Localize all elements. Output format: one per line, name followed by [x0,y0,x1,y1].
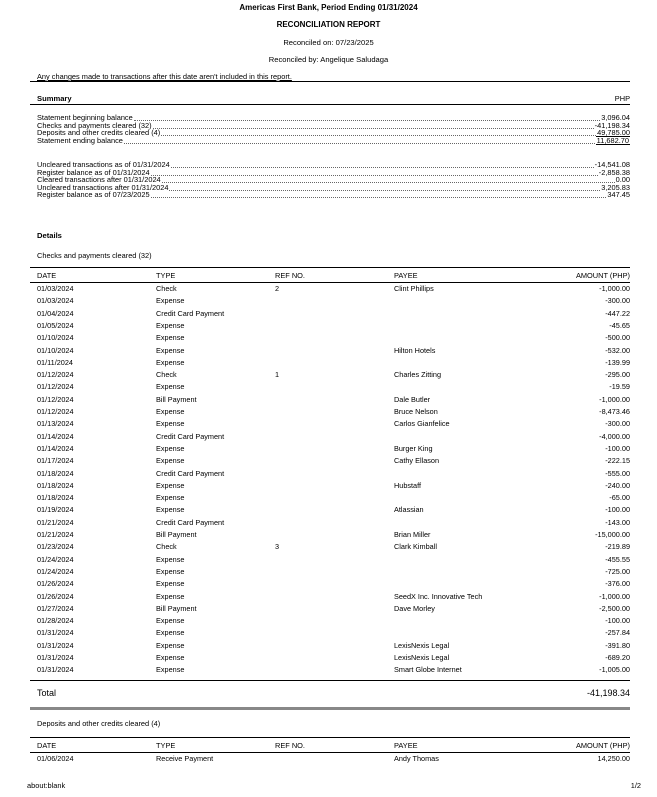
row-amount: -1,005.00 [599,665,630,675]
row-payee: Atlassian [394,505,424,515]
summary-label: Deposits and other credits cleared (4) [37,128,161,137]
row-type: Credit Card Payment [156,308,225,318]
row-type: Expense [156,345,185,355]
reconciled-by: Reconciled by: Angelique Saludaga [268,55,389,64]
row-amount: -100.00 [605,443,630,453]
table-row [30,529,630,541]
row-amount: -1,000.00 [599,284,630,293]
row-payee: Clark Kimball [394,542,437,552]
row-amount: -455.55 [605,554,630,564]
row-date: 01/31/2024 [37,640,74,650]
row-amount: -19.59 [609,382,630,392]
summary-title: Summary [37,94,72,103]
summary-label: Uncleared transactions as of 01/31/2024 [37,160,170,169]
row-date: 01/10/2024 [37,333,74,343]
row-payee: Brian Miller [394,530,431,539]
row-type: Expense [156,554,185,564]
row-payee: Cathy Ellason [394,456,440,466]
col-payee: PAYEE [394,271,418,280]
row-type: Expense [156,665,185,675]
deposits-section-title: Deposits and other credits cleared (4) [37,719,161,728]
row-type: Credit Card Payment [156,517,225,527]
leader-dots [169,184,600,191]
summary-row [37,191,630,199]
row-date: 01/31/2024 [37,653,74,662]
row-amount: -4,000.00 [599,431,630,441]
table-row [30,369,630,381]
leader-dots [161,129,596,136]
row-date: 01/26/2024 [37,579,74,589]
row-date: 01/18/2024 [37,493,74,503]
summary-label: Register balance as of 01/31/2024 [37,167,150,177]
total-value: -41,198.34 [586,688,630,698]
row-amount: -8,473.46 [599,407,630,416]
table-row [30,418,630,430]
row-date: 01/03/2024 [37,284,74,293]
leader-dots [124,137,595,144]
table-row [30,320,630,332]
col-amount: AMOUNT (PHP) [575,271,630,280]
checks-table-header [30,267,630,283]
col-type: TYPE [156,271,176,280]
leader-dots [153,122,594,129]
row-amount: -15,000.00 [595,530,630,539]
table-row [30,480,630,492]
table-row [30,394,630,406]
leader-dots [134,114,600,121]
leader-dots [151,169,598,176]
row-amount: -725.00 [605,566,630,576]
row-type: Check [156,370,177,380]
row-amount: -257.84 [605,628,630,638]
row-date: 01/23/2024 [37,542,74,552]
row-amount: -65.00 [609,493,630,503]
summary-value: 11,682.70 [596,135,629,145]
row-date: 01/04/2024 [37,308,74,318]
row-date: 01/19/2024 [37,505,74,515]
row-type: Credit Card Payment [156,468,225,478]
row-amount: -219.89 [605,542,630,552]
row-date: 01/26/2024 [37,591,74,601]
col-date: DATE [37,741,57,750]
details-title: Details [37,231,62,240]
row-date: 01/24/2024 [37,566,74,576]
row-amount: -555.00 [605,468,630,478]
row-type: Bill Payment [156,530,197,539]
leader-dots [171,161,594,168]
table-row [30,603,630,615]
total-double-rule [30,707,630,710]
row-type: Bill Payment [156,603,197,613]
table-row [30,566,630,578]
table-row [30,652,630,664]
row-type: Expense [156,419,185,429]
summary-label: Checks and payments cleared (32) [37,120,152,130]
row-payee: SeedX Inc. Innovative Tech [394,591,483,601]
row-type: Expense [156,591,185,601]
row-payee: Andy Thomas [394,754,439,763]
row-date: 01/18/2024 [37,480,74,490]
summary-label: Uncleared transactions after 01/31/2024 [37,182,169,192]
col-ref: REF NO. [275,271,305,280]
row-type: Expense [156,382,185,392]
changes-notice: Any changes made to transactions after this date aren't included in this report. [37,72,292,81]
row-type: Check [156,542,177,552]
row-type: Expense [156,566,185,576]
row-type: Expense [156,357,185,367]
row-payee: LexisNexis Legal [394,653,450,662]
row-type: Expense [156,480,185,490]
table-row [30,283,630,295]
table-row [30,664,630,676]
row-date: 01/31/2024 [37,665,74,675]
row-date: 01/03/2024 [37,296,74,306]
row-type: Expense [156,579,185,589]
row-amount: -139.99 [605,357,630,367]
table-row [30,431,630,443]
col-type: TYPE [156,741,176,750]
row-date: 01/14/2024 [37,443,74,453]
deposits-table-header [30,737,630,753]
col-ref: REF NO. [275,741,305,750]
row-amount: -295.00 [605,370,630,380]
row-payee: Clint Phillips [394,284,434,293]
summary-label: Statement ending balance [37,135,123,145]
row-payee: Burger King [394,443,433,453]
row-payee: Dale Butler [394,394,431,404]
row-amount: -240.00 [605,480,630,490]
table-row [30,443,630,455]
row-payee: Bruce Nelson [394,407,438,416]
row-type: Expense [156,333,185,343]
total-label: Total [37,688,57,698]
row-payee: Hilton Hotels [394,345,436,355]
summary-row [37,137,630,145]
row-amount: -1,000.00 [599,394,630,404]
row-date: 01/14/2024 [37,431,74,441]
row-amount: 14,250.00 [597,754,630,763]
row-payee: Smart Globe Internet [394,665,462,675]
row-type: Expense [156,456,185,466]
report-title: RECONCILIATION REPORT [276,20,381,29]
row-date: 01/06/2024 [37,754,74,763]
row-date: 01/28/2024 [37,616,74,626]
row-date: 01/10/2024 [37,345,74,355]
table-row [30,578,630,590]
footer-page-number: 1/2 [630,781,641,790]
row-date: 01/31/2024 [37,628,74,638]
leader-dots [162,176,615,183]
summary-divider [30,104,630,105]
row-type: Expense [156,628,185,638]
row-amount: -143.00 [605,517,630,527]
table-row [30,345,630,357]
row-amount: -500.00 [605,333,630,343]
row-date: 01/12/2024 [37,407,74,416]
checks-section-title: Checks and payments cleared (32) [37,251,152,260]
row-amount: -376.00 [605,579,630,589]
row-date: 01/24/2024 [37,554,74,564]
row-amount: -532.00 [605,345,630,355]
table-row [30,591,630,603]
row-amount: -100.00 [605,505,630,515]
summary-label: Cleared transactions after 01/31/2024 [37,175,161,184]
row-type: Expense [156,320,185,330]
row-ref: 3 [275,542,280,552]
row-amount: -689.20 [605,653,630,662]
row-date: 01/18/2024 [37,468,74,478]
table-row [30,492,630,504]
footer-url: about:blank [27,781,66,790]
row-amount: -300.00 [605,419,630,429]
table-row [30,381,630,393]
row-amount: -100.00 [605,616,630,626]
row-date: 01/11/2024 [37,357,73,367]
table-row [30,504,630,516]
table-row [30,308,630,320]
table-row [30,627,630,639]
row-payee: Charles Zitting [394,370,442,380]
row-type: Expense [156,493,185,503]
row-amount: -45.65 [609,320,630,330]
summary-value: 3,096.04 [601,113,630,122]
summary-value: 3,205.83 [601,182,630,192]
row-payee: Carlos Gianfelice [394,419,450,429]
summary-value: 49,785.00 [597,128,630,137]
table-row [30,295,630,307]
reconciled-on: Reconciled on: 07/23/2025 [283,38,374,47]
table-row [30,357,630,369]
row-payee: Dave Morley [394,603,435,613]
row-date: 01/21/2024 [37,517,74,527]
summary-value: 347.45 [607,190,630,199]
row-type: Expense [156,640,185,650]
row-amount: -300.00 [605,296,630,306]
row-date: 01/27/2024 [37,603,74,613]
table-row [30,541,630,553]
table-row [30,753,630,765]
table-row [30,332,630,344]
summary-value: 0.00 [615,175,630,184]
row-type: Credit Card Payment [156,431,225,441]
summary-value: -14,541.08 [594,160,630,169]
summary-value: -2,858.38 [598,167,630,177]
row-amount: -2,500.00 [599,603,630,613]
row-type: Expense [156,616,185,626]
table-row [30,615,630,627]
row-date: 01/13/2024 [37,419,74,429]
table-row [30,406,630,418]
row-type: Check [156,284,177,293]
currency-label: PHP [614,94,630,103]
col-payee: PAYEE [394,741,418,750]
row-date: 01/05/2024 [37,320,74,330]
table-row [30,517,630,529]
row-payee: Hubstaff [394,480,422,490]
summary-label: Register balance as of 07/23/2025 [37,190,150,199]
table-row [30,640,630,652]
bank-period-title: Americas First Bank, Period Ending 01/31/2024 [239,3,418,12]
row-type: Expense [156,296,185,306]
row-type: Bill Payment [156,394,197,404]
row-type: Expense [156,407,185,416]
row-ref: 1 [275,370,280,380]
leader-dots [151,191,607,198]
col-amount: AMOUNT (PHP) [575,741,630,750]
row-date: 01/12/2024 [37,382,74,392]
row-amount: -391.80 [605,640,630,650]
total-top-rule [30,680,630,681]
row-payee: LexisNexis Legal [394,640,450,650]
row-date: 01/12/2024 [37,394,74,404]
row-date: 01/17/2024 [37,456,74,466]
row-type: Expense [156,443,185,453]
row-date: 01/12/2024 [37,370,74,380]
summary-label: Statement beginning balance [37,113,133,122]
row-amount: -1,000.00 [599,591,630,601]
col-date: DATE [37,271,57,280]
header-divider [30,81,630,82]
row-amount: -222.15 [605,456,630,466]
table-row [30,468,630,480]
row-type: Expense [156,505,185,515]
row-amount: -447.22 [605,308,630,318]
row-type: Expense [156,653,185,662]
row-date: 01/21/2024 [37,530,74,539]
row-type: Receive Payment [156,754,214,763]
summary-value: -41,198.34 [594,120,630,130]
table-row [30,554,630,566]
row-ref: 2 [275,284,280,293]
table-row [30,455,630,467]
